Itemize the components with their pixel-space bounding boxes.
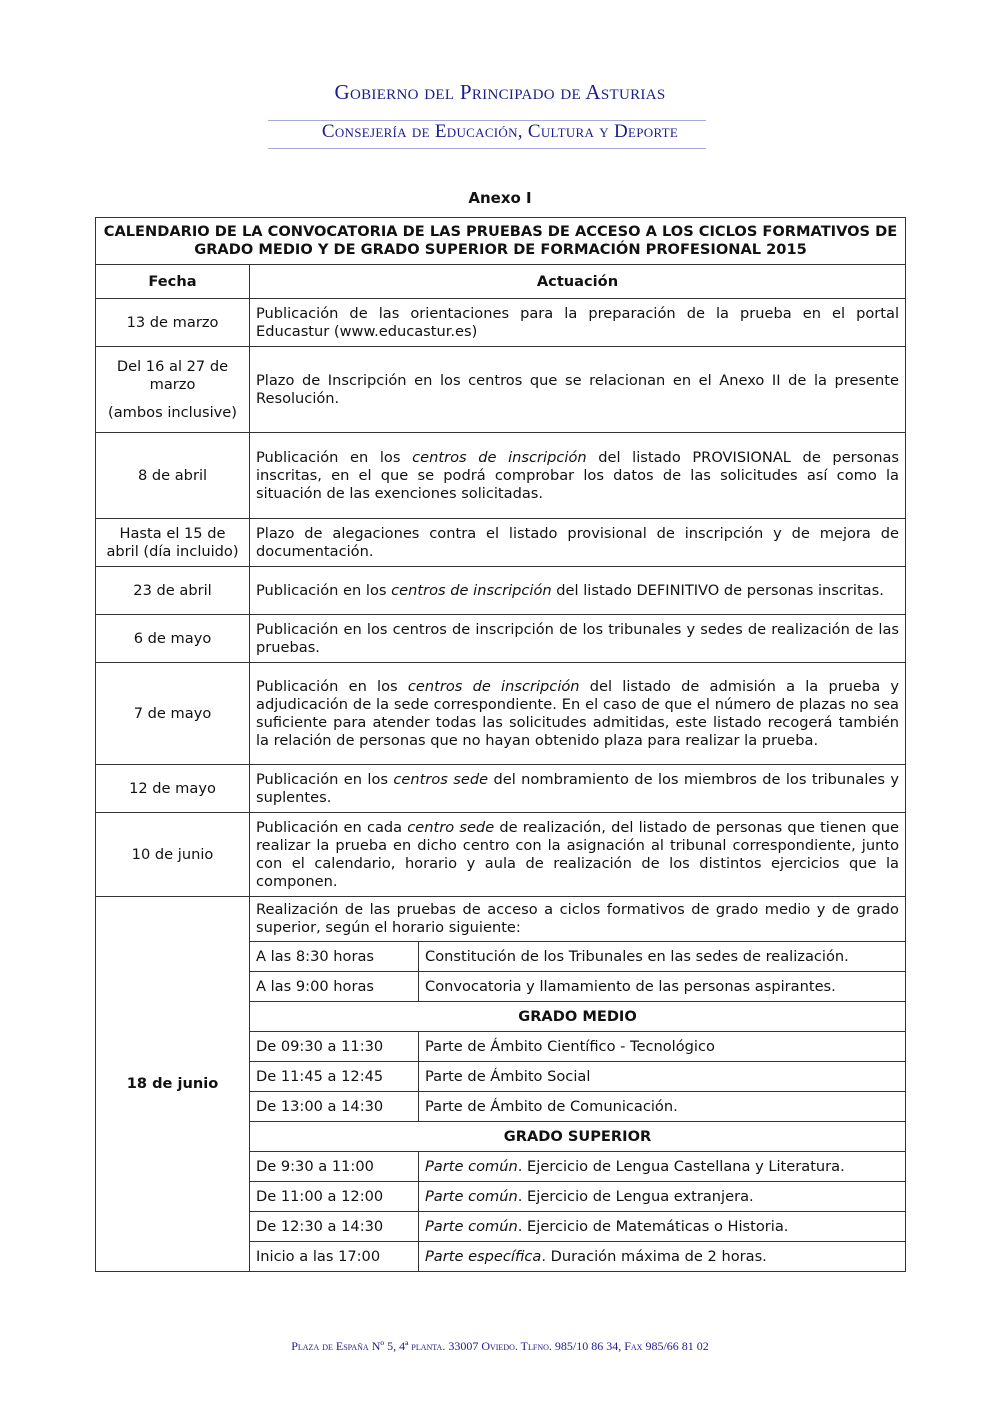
header-government: Gobierno del Principado de Asturias bbox=[334, 80, 666, 104]
action-cell bbox=[250, 813, 906, 897]
table-row bbox=[96, 567, 906, 615]
table-row bbox=[96, 347, 906, 433]
time-cell: De 13:00 a 14:30 bbox=[250, 1092, 419, 1122]
action-cell bbox=[250, 765, 906, 813]
activity-cell bbox=[419, 1182, 906, 1212]
text-segment: Publicación en los bbox=[256, 581, 392, 599]
date-text: 12 de mayo bbox=[129, 779, 216, 797]
calendar-table bbox=[95, 217, 906, 1272]
text-segment: Publicación en cada bbox=[256, 818, 408, 836]
date-cell bbox=[96, 765, 250, 813]
footer-address: Plaza de España Nº 5, 4ª planta. 33007 Oviedo. Tlfno. 985/10 86 34, Fax 985/66 81 02 bbox=[291, 1339, 709, 1353]
text-segment: Parte común bbox=[425, 1157, 518, 1175]
text-segment: centro sede bbox=[407, 818, 495, 836]
action-cell: Realización de las pruebas de acceso a ciclos formativos de grado medio y de grado superior, según el horario siguiente: bbox=[250, 897, 906, 942]
date-text: 23 de abril bbox=[133, 581, 212, 599]
action-cell bbox=[250, 567, 906, 615]
date-text: Hasta el 15 de abril (día incluido) bbox=[106, 524, 239, 560]
grado-medio-heading: GRADO MEDIO bbox=[250, 1002, 906, 1032]
text-segment: centros sede bbox=[393, 770, 489, 788]
action-cell bbox=[250, 347, 906, 433]
activity-cell bbox=[419, 1092, 906, 1122]
table-row bbox=[96, 663, 906, 765]
text-segment: Plazo de alegaciones contra el listado provisional de inscripción y de mejora de documentación. bbox=[256, 524, 899, 560]
action-cell bbox=[250, 299, 906, 347]
date-cell bbox=[96, 813, 250, 897]
text-segment: Publicación en los bbox=[256, 770, 394, 788]
text-segment: . Ejercicio de Lengua extranjera. bbox=[517, 1187, 754, 1205]
text-segment: . Duración máxima de 2 horas. bbox=[541, 1247, 767, 1265]
table-row bbox=[96, 765, 906, 813]
time-cell: De 9:30 a 11:00 bbox=[250, 1152, 419, 1182]
date-cell bbox=[96, 347, 250, 433]
text-segment: Parte común bbox=[425, 1187, 518, 1205]
text-segment: Parte común bbox=[425, 1217, 518, 1235]
activity-cell bbox=[419, 942, 906, 972]
annex-title: Anexo I bbox=[468, 189, 532, 207]
text-segment: del listado de admisión a la prueba y adjudicación de la sede correspondiente. En el caso de que el número de plazas no sea suficiente para atender todas las solicitudes admitidas, este listado recogerá también la relación de personas que no hayan obtenido plaza para realizar la prueba. bbox=[256, 677, 900, 749]
text-segment: Plazo de Inscripción en los centros que se relacionan en el Anexo II de la presente Resolución. bbox=[256, 371, 899, 407]
header-ministry: Consejería de Educación, Cultura y Deporte bbox=[321, 121, 679, 142]
table-title: CALENDARIO DE LA CONVOCATORIA DE LAS PRUEBAS DE ACCESO A LOS CICLOS FORMATIVOS DE GRADO MEDIO Y DE GRADO SUPERIOR DE FORMACIÓN PROFESIONAL 2015 bbox=[96, 218, 906, 265]
activity-cell bbox=[419, 1062, 906, 1092]
text-segment: centros de inscripción bbox=[407, 677, 580, 695]
text-segment: Publicación en los centros de inscripción de los tribunales y sedes de realización de las pruebas. bbox=[256, 620, 899, 656]
time-cell: De 12:30 a 14:30 bbox=[250, 1212, 419, 1242]
action-cell bbox=[250, 663, 906, 765]
text-segment: . Ejercicio de Matemáticas o Historia. bbox=[517, 1217, 789, 1235]
text-segment: . Ejercicio de Lengua Castellana y Literatura. bbox=[517, 1157, 845, 1175]
time-cell: A las 9:00 horas bbox=[250, 972, 419, 1002]
activity-cell bbox=[419, 972, 906, 1002]
text-segment: del listado PROVISIONAL de personas inscritas, en el que se podrá comprobar los datos de las solicitudes así como la situación de las exenciones solicitadas. bbox=[256, 448, 900, 502]
text-segment: Convocatoria y llamamiento de las personas aspirantes. bbox=[425, 977, 836, 995]
table-row bbox=[96, 813, 906, 897]
time-cell: De 11:00 a 12:00 bbox=[250, 1182, 419, 1212]
text-segment: del nombramiento de los miembros de los tribunales y suplentes. bbox=[256, 770, 899, 806]
text-segment: de realización, del listado de personas que tienen que realizar la prueba en dicho centro con la asignación al tribunal correspondiente, junto con el calendario, horario y aula de realización de los distintos ejercicios que la componen. bbox=[256, 818, 899, 890]
table-row bbox=[96, 299, 906, 347]
date-text: 10 de junio bbox=[131, 845, 214, 863]
text-segment: Parte de Ámbito de Comunicación. bbox=[425, 1097, 678, 1115]
text-segment: Parte de Ámbito Social bbox=[425, 1067, 591, 1085]
column-header-date: Fecha bbox=[96, 265, 250, 299]
text-segment: del listado DEFINITIVO de personas inscritas. bbox=[551, 581, 884, 599]
text-segment: Publicación de las orientaciones para la preparación de la prueba en el portal Educastur (www.educastur.es) bbox=[256, 304, 899, 340]
date-cell bbox=[96, 663, 250, 765]
header-divider bbox=[268, 148, 706, 149]
table-row bbox=[96, 615, 906, 663]
activity-cell bbox=[419, 1152, 906, 1182]
date-text: 6 de mayo bbox=[133, 629, 212, 647]
action-cell bbox=[250, 519, 906, 567]
grado-superior-heading: GRADO SUPERIOR bbox=[250, 1122, 906, 1152]
table-row bbox=[96, 433, 906, 519]
date-cell bbox=[96, 299, 250, 347]
text-segment: Parte de Ámbito Científico - Tecnológico bbox=[425, 1037, 715, 1055]
time-cell: A las 8:30 horas bbox=[250, 942, 419, 972]
date-note: (ambos inclusive) bbox=[108, 403, 237, 421]
table-row bbox=[96, 519, 906, 567]
date-cell bbox=[96, 519, 250, 567]
text-segment: Publicación en los bbox=[256, 448, 413, 466]
action-cell bbox=[250, 433, 906, 519]
text-segment: Publicación en los bbox=[256, 677, 408, 695]
text-segment: centros de inscripción bbox=[412, 448, 587, 466]
time-cell: De 11:45 a 12:45 bbox=[250, 1062, 419, 1092]
date-cell bbox=[96, 567, 250, 615]
action-cell bbox=[250, 615, 906, 663]
text-segment: Constitución de los Tribunales en las sedes de realización. bbox=[425, 947, 849, 965]
date-cell bbox=[96, 615, 250, 663]
date-text: 8 de abril bbox=[137, 466, 208, 484]
date-text: 13 de marzo bbox=[126, 313, 219, 331]
column-header-action: Actuación bbox=[250, 265, 906, 299]
time-cell: De 09:30 a 11:30 bbox=[250, 1032, 419, 1062]
date-text: 7 de mayo bbox=[133, 704, 212, 722]
text-segment: Parte específica bbox=[425, 1247, 542, 1265]
text-segment: centros de inscripción bbox=[391, 581, 552, 599]
date-text: 18 de junio bbox=[126, 1075, 219, 1092]
activity-cell bbox=[419, 1242, 906, 1272]
time-cell: Inicio a las 17:00 bbox=[250, 1242, 419, 1272]
date-text: Del 16 al 27 de marzo bbox=[116, 357, 229, 393]
activity-cell bbox=[419, 1032, 906, 1062]
table-row bbox=[96, 897, 906, 942]
date-cell bbox=[96, 897, 250, 1272]
activity-cell bbox=[419, 1212, 906, 1242]
date-cell bbox=[96, 433, 250, 519]
